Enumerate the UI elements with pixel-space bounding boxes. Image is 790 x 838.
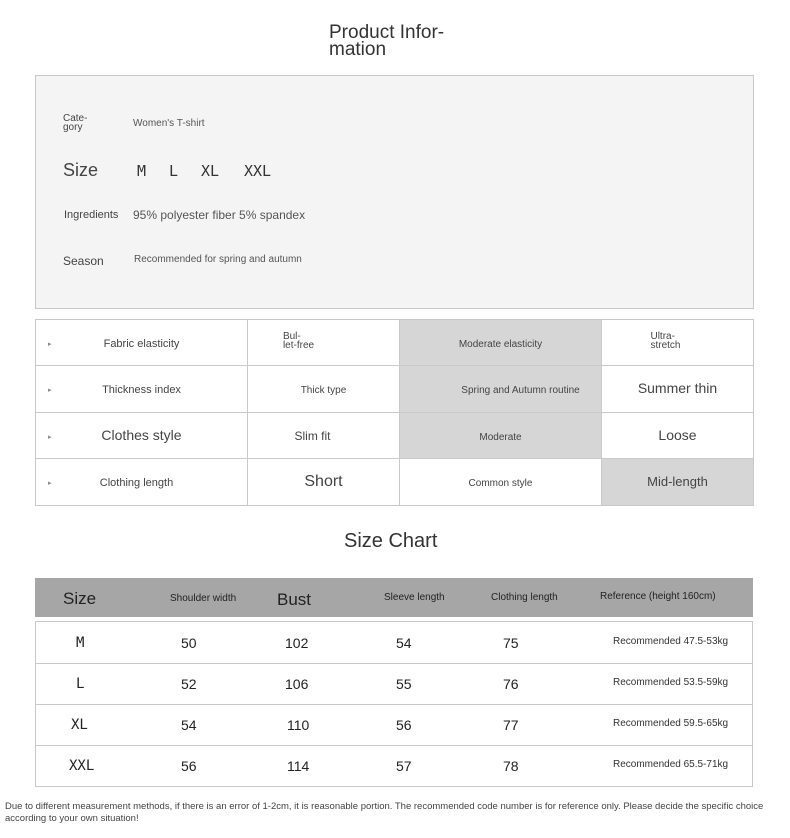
attribute-option-label: Bul- let-free [282,331,315,351]
cell-bust: 106 [285,676,309,692]
attribute-label-cell [36,320,248,366]
table-row [36,622,752,664]
attribute-option-label: Loose [658,426,697,443]
cell-shoulder: 52 [181,676,197,692]
size-option-m: M [137,162,147,180]
cell-size: M [76,635,85,651]
header-size: Size [63,589,97,608]
attribute-label-cell [36,413,248,459]
cell-reference: Recommended 59.5-65kg [613,718,729,729]
attribute-label: Clothing length [99,477,174,489]
attribute-option [602,413,754,459]
header-length: Clothing length [491,592,558,603]
ingredients-label: Ingredients [64,209,119,221]
attribute-label: Clothes style [101,426,182,443]
attribute-option [248,413,400,459]
cell-sleeve: 57 [396,758,412,774]
cell-bust: 114 [287,758,310,774]
size-option-xxl: XXL [244,162,272,180]
attribute-option-selected [400,366,602,413]
cell-reference: Recommended 47.5-53kg [613,636,729,647]
header-shoulder: Shoulder width [170,593,237,604]
attribute-table [35,319,754,506]
cell-sleeve: 56 [396,717,412,733]
size-option-l: L [169,162,179,180]
header-bust: Bust [277,590,312,609]
page-title-line1: Product Infor- [329,22,445,43]
attribute-option-selected [602,459,754,506]
triangle-bullet-icon: ▸ [48,340,52,348]
page-title [329,24,469,58]
attribute-row [36,320,754,366]
attribute-label-cell [36,459,248,506]
size-chart-body [35,621,753,787]
size-chart-title: Size Chart [344,530,438,552]
attribute-option [400,459,602,506]
triangle-bullet-icon: ▸ [48,387,52,394]
table-row [36,745,752,786]
attribute-option-selected [400,320,602,366]
cell-size: L [76,676,85,692]
attribute-option [248,320,400,366]
attribute-row [36,366,754,413]
attribute-option-label: Moderate [479,431,522,443]
attribute-label: Fabric elasticity [103,337,180,350]
attribute-option-label: Summer thin [637,380,718,396]
header-sleeve: Sleeve length [384,592,445,603]
cell-shoulder: 56 [181,758,197,774]
cell-length: 76 [503,676,519,692]
attribute-option-label: Short [304,473,343,490]
cell-size: XXL [69,758,95,774]
cell-length: 77 [503,717,519,733]
attribute-option-label: Moderate elasticity [458,338,543,350]
category-value: Women's T-shirt [133,118,205,129]
cell-shoulder: 54 [181,717,197,733]
size-option-xl: XL [201,162,220,180]
measurement-note: Due to different measurement methods, if there is an error of 1-2cm, it is reasonable portion. The recommended code number is for reference only. Please decide the specific choice according to your own situation! [5,801,764,824]
cell-shoulder: 50 [181,635,197,651]
cell-sleeve: 54 [396,635,412,651]
cell-sleeve: 55 [396,676,412,692]
attribute-option [248,459,400,506]
cell-reference: Recommended 53.5-59kg [613,677,729,688]
product-info-box [35,75,754,309]
cell-length: 75 [503,635,519,651]
attribute-row [36,459,754,506]
attribute-option-label: Slim fit [294,428,331,443]
cell-length: 78 [503,758,519,774]
attribute-option-selected [400,413,602,459]
attribute-option [602,320,754,366]
size-label: Size [63,160,99,180]
table-row [36,663,752,705]
triangle-bullet-icon: ▸ [48,433,52,441]
table-row [36,704,752,746]
season-value: Recommended for spring and autumn [134,254,302,265]
season-label: Season [63,254,104,268]
page-title-line2: mation [329,39,387,60]
cell-reference: Recommended 65.5-71kg [613,759,729,770]
attribute-option [248,366,400,413]
attribute-label-cell [36,366,248,413]
size-chart-header [35,578,753,617]
attribute-label: Thickness index [102,384,181,396]
attribute-option-label: Mid-length [647,474,708,489]
attribute-row [36,413,754,459]
attribute-option-label: Ultra- stretch [650,331,681,351]
category-label-line2: gory [63,122,83,133]
category-label [63,114,87,132]
attribute-option-label: Common style [468,478,533,489]
header-reference: Reference (height 160cm) [600,591,716,602]
cell-bust: 110 [287,717,310,733]
cell-size: XL [71,717,88,733]
cell-bust: 102 [285,635,309,651]
triangle-bullet-icon: ▸ [48,480,52,487]
attribute-option-label: Thick type [300,385,347,396]
category-label-line1: Cate- [63,113,88,124]
ingredients-value: 95% polyester fiber 5% spandex [133,208,306,222]
attribute-option-label: Spring and Autumn routine [461,385,580,396]
attribute-option [602,366,754,413]
